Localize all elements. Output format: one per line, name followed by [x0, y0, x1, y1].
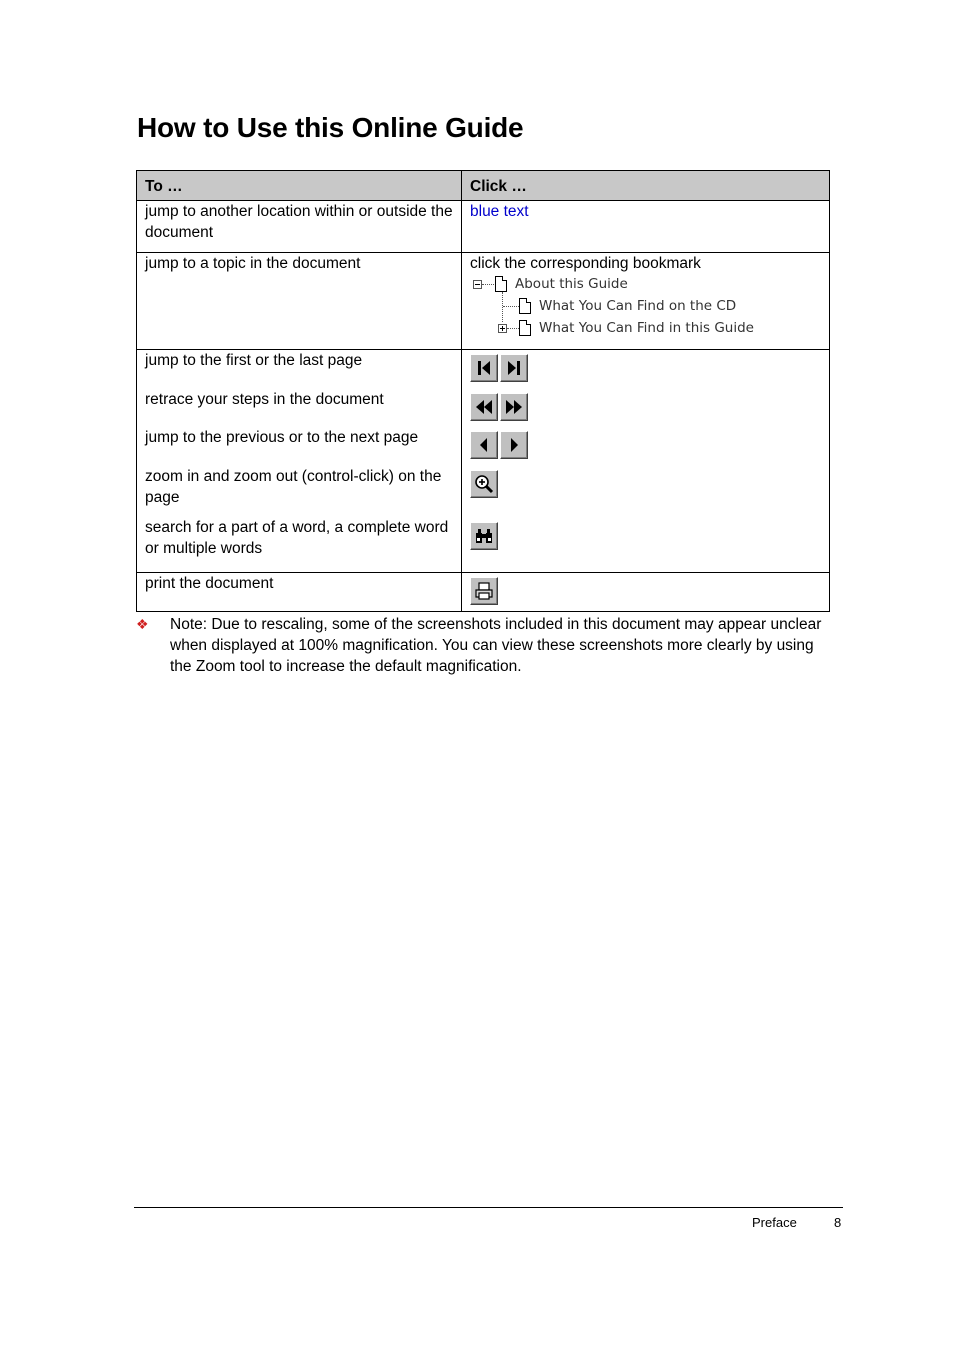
action-cell [462, 201, 830, 253]
action-cell [462, 572, 830, 611]
header-to: To … [137, 171, 462, 201]
go-forward-icon[interactable] [500, 393, 528, 421]
collapse-icon[interactable] [473, 280, 482, 289]
bookmark-item[interactable] [470, 296, 790, 316]
bookmark-item[interactable] [470, 318, 790, 338]
task-search: search for a part of a word, a complete word or multiple words [145, 518, 449, 557]
table-header-row [137, 171, 830, 201]
expand-icon[interactable] [498, 324, 507, 333]
table-row [137, 350, 830, 573]
action-cell [462, 253, 830, 350]
bookmark-item[interactable] [470, 274, 790, 294]
last-page-icon[interactable] [500, 354, 528, 382]
next-page-icon[interactable] [500, 431, 528, 459]
footer-divider [134, 1207, 843, 1208]
task-cell: print the document [137, 572, 462, 611]
task-cell: jump to a topic in the document [137, 253, 462, 350]
header-click: Click … [462, 171, 830, 201]
page-icon [495, 276, 507, 292]
printer-icon[interactable] [470, 577, 498, 605]
note-bullet-icon: ❖ [136, 616, 149, 632]
go-back-icon[interactable] [470, 393, 498, 421]
task-cell [137, 350, 462, 573]
first-page-icon[interactable] [470, 354, 498, 382]
table-row [137, 572, 830, 611]
bookmark-label: What You Can Find on the CD [539, 298, 737, 314]
usage-table [136, 170, 830, 612]
binoculars-icon[interactable] [470, 522, 498, 550]
task-zoom: zoom in and zoom out (control-click) on the page [145, 467, 442, 506]
bookmark-label: About this Guide [515, 276, 628, 292]
blue-text-link[interactable]: blue text [470, 203, 529, 220]
bookmark-tree [470, 274, 821, 342]
bookmark-label: What You Can Find in this Guide [539, 320, 754, 336]
task-prev-next: jump to the previous or to the next page [145, 429, 419, 446]
page-number: 8 [834, 1215, 842, 1230]
task-first-last: jump to the first or the last page [145, 352, 363, 369]
previous-page-icon[interactable] [470, 431, 498, 459]
page-icon [519, 298, 531, 314]
table-row [137, 201, 830, 253]
footer-section: Preface [752, 1215, 797, 1230]
note-text: Note: Due to rescaling, some of the screenshots included in this document may appear unclear when displayed at 100% magnification. You can view these screenshots more clearly by using the Zoom tool to increase the default magnification. [170, 616, 822, 675]
task-retrace: retrace your steps in the document [145, 390, 384, 408]
page-title: How to Use this Online Guide [137, 112, 524, 143]
table-row [137, 253, 830, 350]
task-cell: jump to another location within or outside the document [137, 201, 462, 253]
action-cell [462, 350, 830, 573]
page-icon [519, 320, 531, 336]
bookmark-instruction: click the corresponding bookmark [470, 255, 701, 272]
zoom-icon[interactable] [470, 470, 498, 498]
